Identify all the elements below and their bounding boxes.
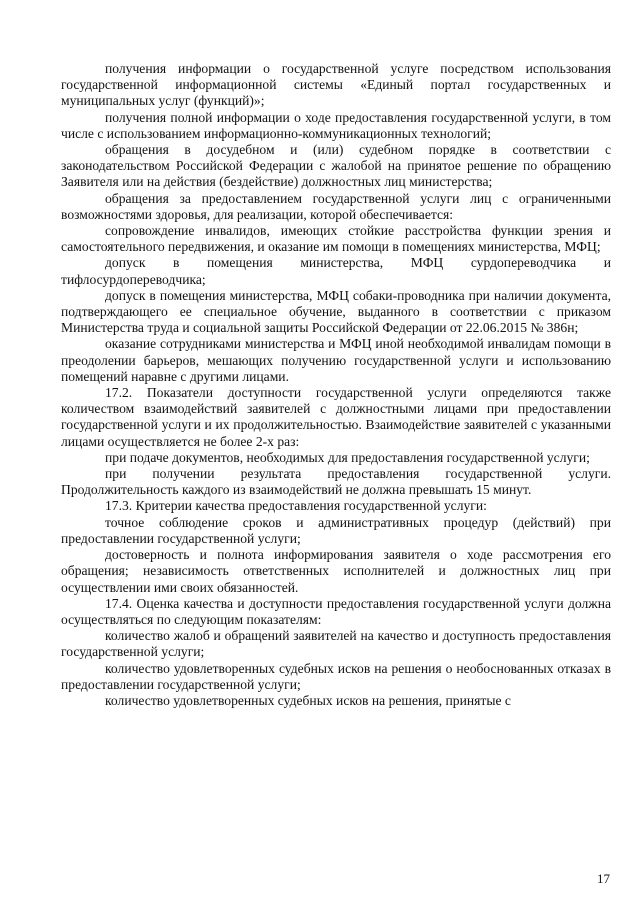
paragraph: достоверность и полнота информирования заявителя о ходе рассмотрения его обращения; независимость ответственных исполнителей и должностных лиц при осуществлении ими своих обязанностей.	[61, 547, 611, 595]
paragraph: допуск в помещения министерства, МФЦ собаки-проводника при наличии документа, подтверждающего ее специальное обучение, выданного в соответствии с приказом Министерства труда и социальной защиты Российской Федерации от 22.06.2015 № 386н;	[61, 287, 611, 336]
paragraph: сопровождение инвалидов, имеющих стойкие расстройства функции зрения и самостоятельного передвижения, и оказание им помощи в помещениях министерства, МФЦ;	[61, 223, 611, 255]
paragraph: точное соблюдение сроков и административных процедур (действий) при предоставлении государственной услуги;	[61, 514, 611, 546]
paragraph: допуск в помещения министерства, МФЦ сурдопереводчика и тифлосурдопереводчика;	[61, 255, 611, 287]
paragraph: обращения в досудебном и (или) судебном порядке в соответствии с законодательством Российской Федерации с жалобой на принятое решение по обращению Заявителя или на действия (бездействие) должностных лиц министерства;	[61, 142, 611, 190]
document-body	[61, 61, 611, 709]
paragraph: получения информации о государственной услуге посредством использования государственной информационной системы «Единый портал государственных и муниципальных услуг (функций)»;	[61, 61, 611, 109]
paragraph: 17.4. Оценка качества и доступности предоставления государственной услуги должна осуществляться по следующим показателям:	[61, 595, 611, 627]
paragraph: при подаче документов, необходимых для предоставления государственной услуги;	[105, 449, 590, 465]
paragraph: оказание сотрудниками министерства и МФЦ иной необходимой инвалидам помощи в преодолении барьеров, мешающих получению государственной услуги и использованию помещений наравне с другими лицами.	[61, 336, 611, 384]
paragraph: количество жалоб и обращений заявителей на качество и доступность предоставления государственной услуги;	[61, 628, 611, 660]
paragraph: при получении результата предоставления государственной услуги. Продолжительность каждого из взаимодействий не должна превышать 15 минут.	[61, 466, 611, 498]
paragraph: 17.2. Показатели доступности государственной услуги определяются также количеством взаимодействий заявителей с должностными лицами при предоставлении государственной услуги и их продолжительностью. Взаимодействие заявителей с указанными лицами осуществляется не более 2-х раз:	[61, 385, 611, 449]
paragraph: количество удовлетворенных судебных исков на решения о необоснованных отказах в предоставлении государственной услуги;	[61, 660, 611, 692]
paragraph: обращения за предоставлением государственной услуги лиц с ограниченными возможностями здоровья, для реализации, которой обеспечивается:	[61, 190, 611, 222]
page-number: 17	[597, 871, 610, 886]
paragraph: получения полной информации о ходе предоставления государственной услуги, в том числе с использованием информационно-коммуникационных технологий;	[61, 109, 611, 141]
paragraph: количество удовлетворенных судебных исков на решения, принятые с	[105, 692, 511, 708]
paragraph: 17.3. Критерии качества предоставления государственной услуги:	[105, 498, 487, 514]
